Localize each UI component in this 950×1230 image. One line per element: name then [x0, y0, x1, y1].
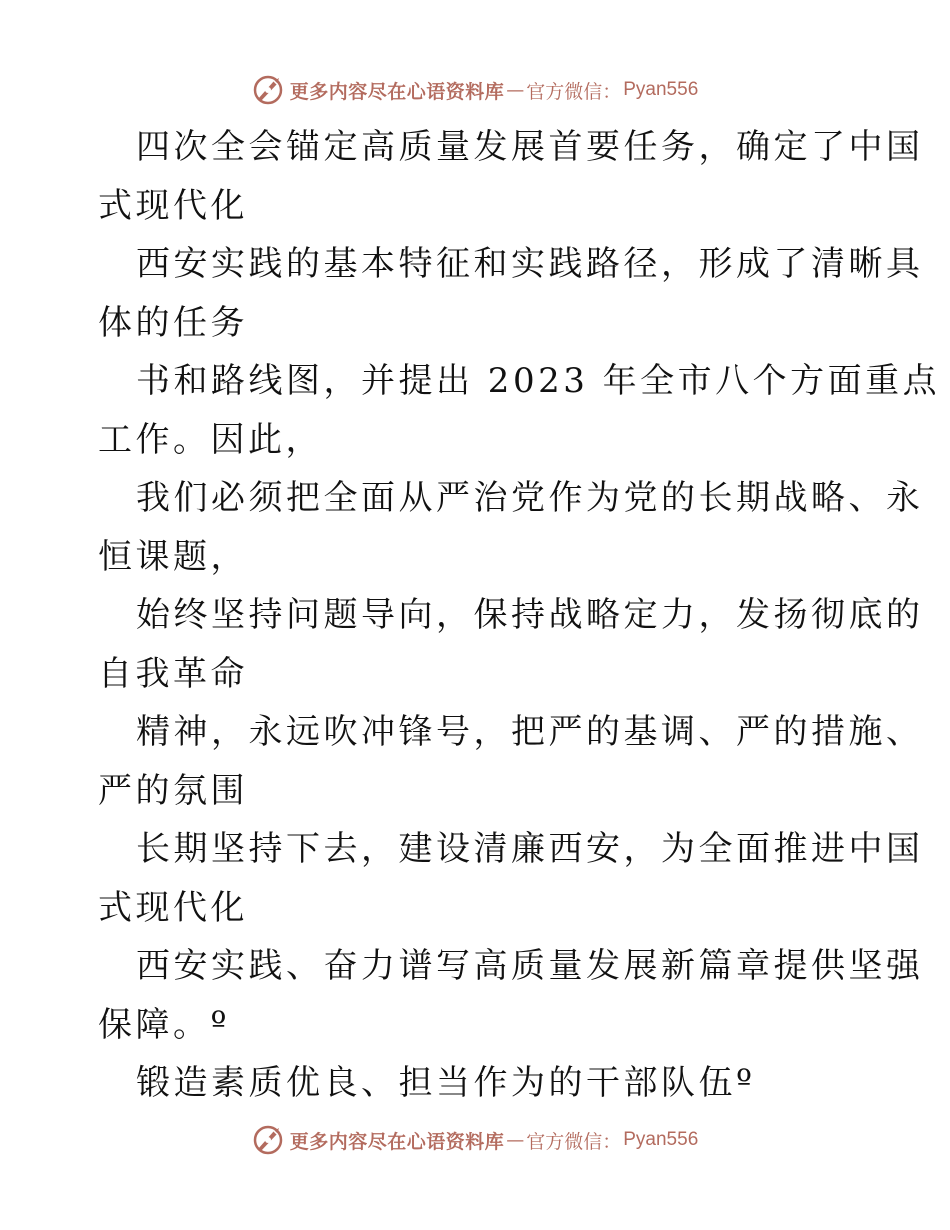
watermark-site-text: 更多内容尽在心语资料库	[289, 1130, 505, 1153]
text-line: 精神，永远吹冲锋号，把严的基调、严的措施、	[136, 712, 924, 752]
text-line: 恒课题，	[98, 536, 248, 577]
text-line: 式现代化	[98, 887, 248, 928]
text-line: 体的任务	[98, 302, 248, 343]
text-line: 书和路线图，并提出 2023 年全市八个方面重点	[136, 361, 941, 401]
watermark-separator: —	[506, 1129, 525, 1151]
text-line: 长期坚持下去，建设清廉西安，为全面推进中国	[136, 829, 924, 869]
pen-logo-icon	[252, 1123, 286, 1157]
text-line: 四次全会锚定高质量发展首要任务，确定了中国	[136, 127, 924, 167]
watermark-site-text: 更多内容尽在心语资料库	[289, 80, 505, 103]
footer-watermark	[0, 1120, 950, 1160]
text-line: 式现代化	[98, 185, 248, 226]
text-line: 西安实践的基本特征和实践路径，形成了清晰具	[136, 244, 924, 284]
header-watermark	[0, 70, 950, 110]
text-line: 严的氛围	[98, 770, 248, 811]
watermark-wechat-id: Pyan556	[623, 79, 699, 100]
text-line: 自我革命	[98, 653, 248, 694]
watermark-wechat-id: Pyan556	[623, 1129, 699, 1150]
text-line: 我们必须把全面从严治党作为党的长期战略、永	[136, 478, 924, 518]
text-line: 西安实践、奋力谱写高质量发展新篇章提供坚强	[136, 946, 924, 986]
text-line: 工作。因此，	[98, 419, 323, 460]
watermark-official-label: 官方微信：	[526, 1130, 622, 1153]
pen-logo-icon	[252, 73, 286, 107]
watermark-separator: —	[506, 79, 525, 101]
watermark-official-label: 官方微信：	[526, 80, 622, 103]
text-line: 保障。º	[98, 1004, 230, 1045]
text-line: 锻造素质优良、担当作为的干部队伍º	[136, 1063, 756, 1103]
text-line: 始终坚持问题导向，保持战略定力，发扬彻底的	[136, 595, 924, 635]
document-body	[98, 118, 941, 1113]
